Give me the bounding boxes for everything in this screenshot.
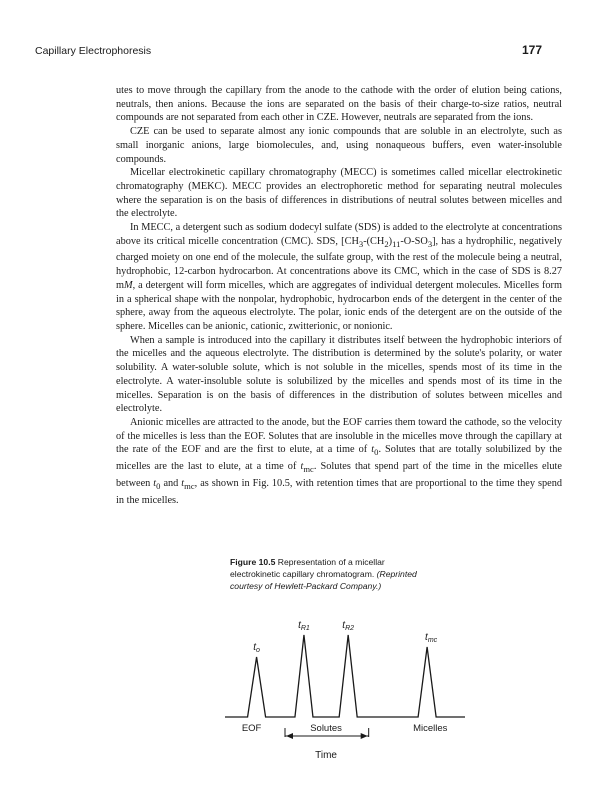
figure-number: Figure 10.5 [230,557,276,567]
p4-sub-2: 2 [384,238,389,249]
chromatogram-peaks [225,635,465,717]
label-solutes: Solutes [310,723,342,734]
p4-sub-3: 11 [392,238,401,249]
peak-label-mc [425,632,438,644]
running-header-title: Capillary Electrophoresis [35,45,152,57]
peak-label-t: t [342,620,346,631]
body-text [116,84,562,507]
p4-text-b: -(CH [363,235,385,247]
page-number: 177 [522,43,543,57]
paragraph-2: CZE can be used to separate almost any ionic compounds that are soluble in an electrolyte, such as small inorganic anions, large biomolecules, and, using nonaqueous buffers, even water-insoluble compounds. [116,126,562,165]
peak-label-R1 [298,620,310,632]
p4-text-d: -O-SO [400,235,428,247]
peak-label-t: t [425,632,428,643]
p6-t-2: t [300,461,304,473]
peak-label-R2 [342,620,354,632]
p6-text-c: . Solutes that spend part of the time in the micelles elute between [116,461,562,489]
peak-R1 [295,635,313,717]
chromatogram-labels [242,620,448,761]
figure-caption-text: Representation of a micellar electrokinetic capillary chromatogram. [230,557,385,579]
p6-text-e: , as shown in Fig. 10.5, with retention times that are proportional to the time they spend in the micelles. [116,477,563,506]
peak-label-t: t [253,642,257,653]
p6-sub-2: mc [303,464,314,475]
figure-credit: (Reprinted courtesy of Hewlett-Packard Company.) [230,569,417,591]
peak-mc [418,647,436,717]
peak-label-o [253,642,260,654]
p6-t-3: t [153,477,157,489]
paragraph-1: utes to move through the capillary from the anode to the cathode with the order of elution being cations, neutrals, then anions. Because the ions are separated on the basis of their charge-to-size ratios, neutral compounds are not separated from each other in CZE. However, neutrals are separated from the ions. [116,85,562,124]
p6-sub-3: 0 [156,480,161,491]
figure-caption [230,556,430,592]
peak-label-subscript: R1 [300,625,310,632]
label-eof: EOF [241,723,262,734]
p6-t-1: t [371,444,375,456]
paragraph-3: Micellar electrokinetic capillary chromatography (MECC) is sometimes called micellar electrokinetic chromatography (MEKC). MECC provides an electrophoretic method for separating neutral molecules where the separation is on the basis of differences in distributions of neutral solutes between micelles and the electrolyte. [116,167,562,220]
paragraph-5: When a sample is introduced into the capillary it distributes itself between the hydrophobic interiors of the micelles and the aqueous electrolyte. The distribution is determined by the solute's polarity, or water solubility. A water-soluble solute, which is not soluble in the micelles, spends most of its time in the electrolyte. A water-insoluble solute is solubilized by the micelles and spends most of its time in the micelles. Separation is on the basis of differences in the distribution of solutes between micelles and electrolyte. [116,334,562,415]
p6-t-4: t [181,477,185,489]
p4-text-e: ], has a hydrophilic, negatively charged moiety on one end of the molecule, the sulfate group, with the rest of the molecule being a neutral, hydrophobic, 12-carbon hydrocarbon. At concentrations above its CMC, which in the case of SDS is 8.27 m [116,235,563,291]
solutes-arrow-left [286,733,293,739]
label-micelles: Micelles [413,723,448,734]
chromatogram-figure [225,600,465,790]
peak-label-subscript: o [256,647,260,654]
p6-sub-1: 0 [374,447,379,458]
p6-text-a: Anionic micelles are attracted to the anode, but the EOF carries them toward the cathode, so the velocity of the micelles is less than the EOF. Solutes that are insoluble in the micelles move through the capillary at the rate of the EOF and are the first to elute, at a time of [116,416,562,456]
peak-o [248,657,266,717]
peak-label-subscript: mc [427,637,438,644]
p4-text-f: , a detergent will form micelles, which are aggregates of individual detergent molecules. Micelles form in a spherical shape with the nonpolar, hydrophobic, hydrocarbon ends of the detergent in the center of the sphere, away from the aqueous electrolyte. The polar, ionic ends of the detergent are on the outside of the sphere. Micelles can be anionic, cationic, zwitterionic, or nonionic. [116,279,562,332]
paragraph-6 [116,416,562,507]
chromatogram-trace [225,635,465,717]
p6-sub-4: mc [184,480,195,491]
p4-unit: M [124,279,133,291]
p4-text-c: ) [388,235,393,247]
peak-label-subscript: R2 [345,625,355,632]
p6-text-b: . Solutes that are totally solubilized by the micelles are the last to elute, at a time of [116,444,562,473]
p4-sub-1: 3 [358,238,364,249]
p6-text-d: and [160,477,182,489]
solutes-arrow-right [361,733,368,739]
x-axis-label: Time [315,750,337,761]
peak-label-t: t [298,620,301,631]
p4-sub-4: 3 [427,238,433,249]
peak-R2 [339,635,357,717]
paragraph-4 [116,221,562,334]
p4-text-a: In MECC, a detergent such as sodium dodecyl sulfate (SDS) is added to the electrolyte at concentrations above its critical micelle concentration (CMC). SDS, [CH [116,222,562,247]
